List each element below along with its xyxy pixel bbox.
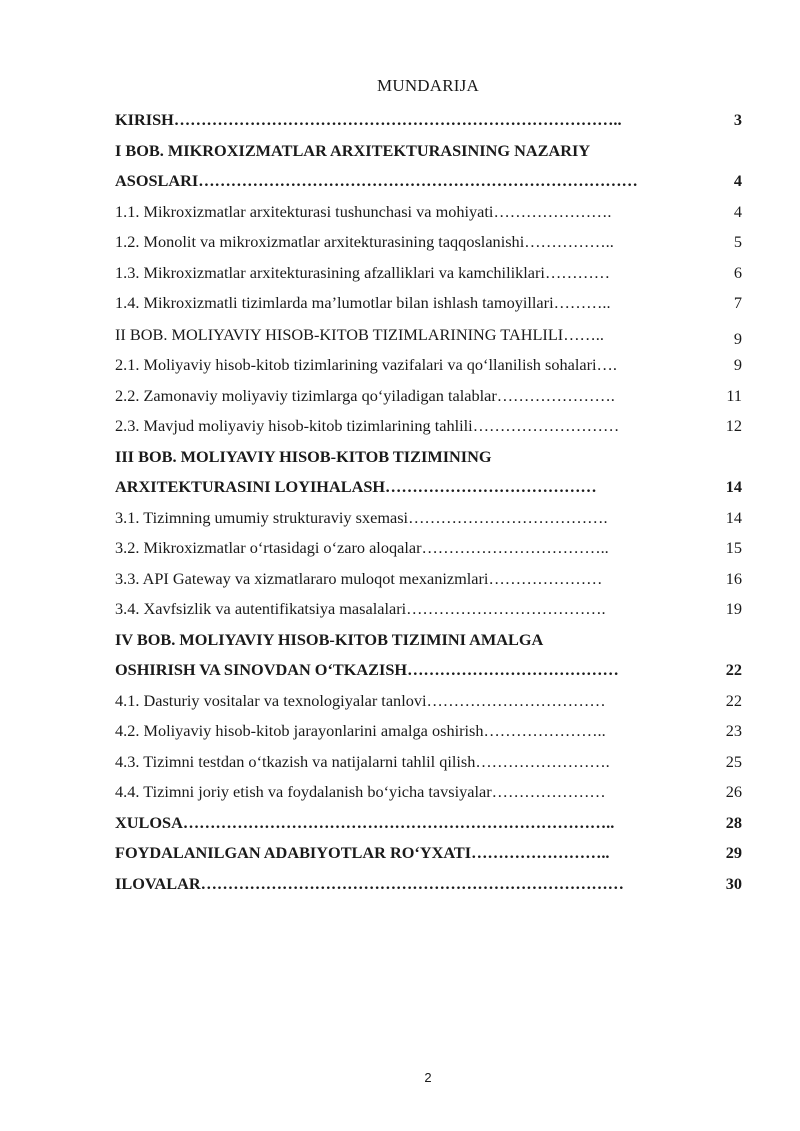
toc-entry-title: 3.3. API Gateway va xizmatlararo muloqot mexanizmlari…………………: [115, 568, 603, 588]
toc-entry-title: FOYDALANILGAN ADABIYOTLAR RO‘YXATI……………………..: [115, 843, 610, 862]
toc-entry[interactable]: [115, 411, 742, 442]
toc-entry[interactable]: [115, 869, 742, 900]
toc-entry-page: 28: [725, 812, 742, 832]
toc-entry-page: 4: [733, 171, 742, 190]
toc-entry[interactable]: [115, 594, 742, 625]
table-of-contents: [115, 105, 742, 899]
toc-entry[interactable]: [115, 564, 742, 595]
toc-entry-page: 11: [726, 385, 742, 405]
toc-entry[interactable]: [115, 472, 742, 503]
toc-entry[interactable]: [115, 105, 742, 136]
toc-entry-title: 4.2. Moliyaviy hisob-kitob jarayonlarini amalga oshirish…………………..: [115, 721, 606, 740]
toc-entry[interactable]: [115, 716, 742, 747]
toc-entry[interactable]: [115, 655, 742, 686]
toc-entry-title: 3.4. Xavfsizlik va autentifikatsiya masalalari……………………………….: [115, 599, 606, 618]
toc-entry-page: 16: [725, 568, 742, 588]
toc-entry-page: 7: [733, 293, 742, 312]
toc-entry-page: 25: [725, 751, 742, 771]
toc-entry[interactable]: [115, 136, 742, 167]
toc-entry[interactable]: [115, 166, 742, 197]
toc-entry-title: 3.2. Mikroxizmatlar o‘rtasidagi o‘zaro aloqalar……………………………..: [115, 538, 609, 557]
toc-entry-page: 14: [725, 507, 742, 527]
toc-entry-page: 5: [733, 232, 742, 251]
toc-entry-page: 6: [733, 262, 742, 282]
toc-entry[interactable]: [115, 197, 742, 228]
toc-entry[interactable]: [115, 381, 742, 412]
toc-entry-title: KIRISH………………………………………………………………………..: [115, 110, 622, 129]
toc-entry-title: III BOB. MOLIYAVIY HISOB-KITOB TIZIMINING: [115, 446, 492, 466]
toc-entry-page: 26: [725, 782, 742, 801]
toc-entry-title: II BOB. MOLIYAVIY HISOB-KITOB TIZIMLARINING TAHLILI……..: [115, 324, 604, 344]
toc-entry-page: 23: [725, 721, 742, 740]
toc-entry-title: IV BOB. MOLIYAVIY HISOB-KITOB TIZIMINI AMALGA: [115, 629, 544, 649]
toc-entry-title: 1.4. Mikroxizmatli tizimlarda maʼlumotlar bilan ishlash tamoyillari………..: [115, 293, 611, 312]
toc-entry[interactable]: [115, 227, 742, 258]
toc-entry[interactable]: [115, 503, 742, 534]
toc-entry-title: XULOSA……………………………………………………………………..: [115, 812, 615, 832]
toc-entry-title: 2.2. Zamonaviy moliyaviy tizimlarga qo‘yiladigan talablar………………….: [115, 385, 615, 405]
toc-entry-title: ARXITEKTURASINI LOYIHALASH…………………………………: [115, 477, 597, 496]
toc-entry[interactable]: [115, 258, 742, 289]
toc-entry-page: 19: [725, 599, 742, 618]
toc-entry-title: 3.1. Tizimning umumiy strukturaviy sxemasi……………………………….: [115, 507, 608, 527]
toc-entry-title: 4.4. Tizimni joriy etish va foydalanish bo‘yicha tavsiyalar…………………: [115, 782, 606, 801]
toc-entry-title: 4.1. Dasturiy vositalar va texnologiyalar tanlovi……………………………: [115, 690, 606, 710]
toc-entry-title: 1.2. Monolit va mikroxizmatlar arxitekturasining taqqoslanishi……………..: [115, 232, 614, 251]
toc-entry-page: 22: [725, 660, 742, 679]
toc-entry-page: 9: [733, 328, 742, 348]
toc-entry[interactable]: [115, 838, 742, 869]
toc-entry[interactable]: [115, 288, 742, 319]
toc-entry-page: 12: [725, 416, 742, 435]
toc-entry[interactable]: [115, 747, 742, 778]
page-number: 2: [424, 1070, 432, 1085]
toc-entry-title: ASOSLARI………………………………………………………………………: [115, 171, 638, 190]
toc-entry[interactable]: [115, 625, 742, 656]
toc-entry[interactable]: [115, 777, 742, 808]
toc-entry-page: 30: [725, 873, 742, 893]
toc-entry-page: 4: [733, 201, 742, 221]
toc-entry-title: 2.1. Moliyaviy hisob-kitob tizimlarining vazifalari va qo‘llanilish sohalari….: [115, 355, 617, 374]
toc-entry-title: 1.3. Mikroxizmatlar arxitekturasining afzalliklari va kamchiliklari…………: [115, 262, 611, 282]
toc-entry[interactable]: [115, 442, 742, 473]
toc-entry[interactable]: [115, 319, 742, 351]
toc-entry-title: OSHIRISH VA SINOVDAN O‘TKAZISH…………………………………: [115, 660, 619, 679]
toc-entry-title: 1.1. Mikroxizmatlar arxitekturasi tushunchasi va mohiyati………………….: [115, 201, 612, 221]
toc-entry-title: I BOB. MIKROXIZMATLAR ARXITEKTURASINING NAZARIY: [115, 140, 591, 160]
toc-entry-title: 4.3. Tizimni testdan o‘tkazish va natijalarni tahlil qilish…………………….: [115, 751, 610, 771]
toc-entry[interactable]: [115, 808, 742, 839]
page-title: MUNDARIJA: [377, 76, 479, 95]
toc-entry-page: 22: [725, 690, 742, 710]
toc-entry[interactable]: [115, 533, 742, 564]
toc-entry[interactable]: [115, 686, 742, 717]
toc-entry-title: 2.3. Mavjud moliyaviy hisob-kitob tizimlarining tahlili………………………: [115, 416, 620, 435]
toc-entry-page: 9: [733, 355, 742, 374]
toc-entry-page: 3: [733, 110, 742, 129]
toc-entry[interactable]: [115, 350, 742, 381]
toc-entry-page: 29: [725, 843, 742, 862]
toc-entry-title: ILOVALAR……………………………………………………………………: [115, 873, 624, 893]
toc-entry-page: 14: [725, 477, 742, 496]
toc-entry-page: 15: [725, 538, 742, 557]
